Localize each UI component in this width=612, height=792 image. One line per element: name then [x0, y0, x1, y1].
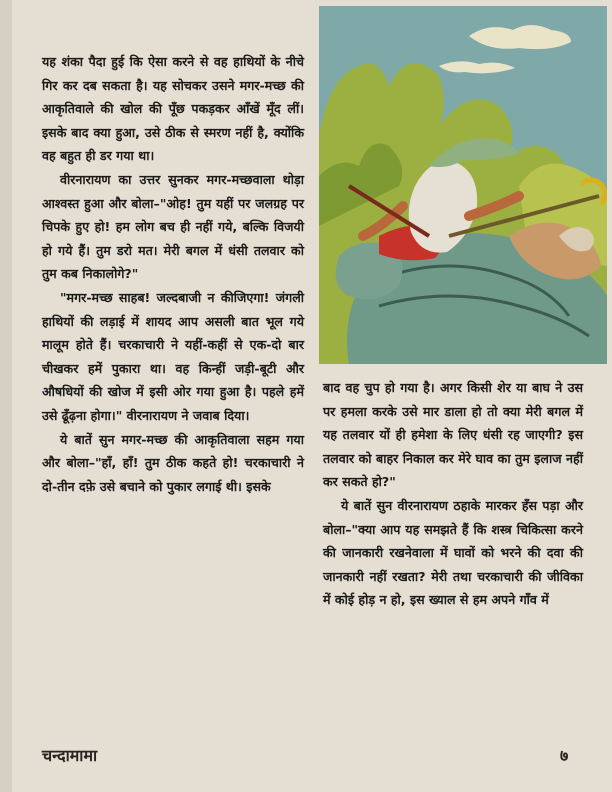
left-text-column — [42, 50, 304, 498]
paragraph: ये बातें सुन वीरनारायण ठहाके मारकर हँस पड़ा और बोला–"क्या आप यह समझते हैं कि शस्त्र चिकित्सा करने की जानकारी रखनेवाला में घावों को भरने की दवा की जानकारी नहीं रखता? मेरी तथा चरकाचारी की जीविका में कोई होड़ न हो, इस ख्याल से हम अपने गाँव में — [323, 497, 583, 608]
paragraph: वीरनारायण का उत्तर सुनकर मगर-मच्छवाला थोड़ा आश्वस्त हुआ और बोला–"ओह! तुम यहीं पर जलग्रह पर चिपके हुए हो! हम लोग बच ही नहीं गये, बल्कि विजयी हो गये हैं। तुम डरो मत। मेरी बगल में धंसी तलवार को तुम कब निकालोगे?" — [42, 171, 304, 282]
paragraph: ये बातें सुन मगर-मच्छ की आकृतिवाला सहम गया और बोला–"हाँ, हाँ! तुम ठीक कहते हो! चरकाचारी ने दो-तीन दफ़े उसे बचाने को पुकार लगाई थी। इसके — [42, 431, 304, 494]
illustration-svg — [319, 6, 607, 364]
paragraph: यह शंका पैदा हुई कि ऐसा करने से वह हाथियों के नीचे गिर कर दब सकता है। यह सोचकर उसने मगर-मच्छ की आकृतिवाले की खोल की पूँछ पकड़कर आँखें मूँद लीं। इसके बाद क्या हुआ, उसे ठीक से स्मरण नहीं है, क्योंकि वह बहुत ही डर गया था। — [42, 54, 304, 164]
paragraph: "मगर-मच्छ साहब! जल्दबाजी न कीजिएगा! जंगली हाथियों की लड़ाई में शायद आप असली बात भूल गये मालूम होते हैं। चरकाचारी ने यहीं-कहीं से एक-दो बार चीखकर हमें पुकारा था। वह किन्हीं जड़ी-बूटी और औषधियों की खोज में इसी ओर गया हुआ है। पहले हमें उसे ढूँढ़ना होगा।" वीरनारायण ने जवाब दिया। — [42, 289, 304, 423]
story-illustration — [319, 6, 607, 364]
magazine-title: चन्दामामा — [42, 746, 98, 765]
page-number: ७ — [560, 746, 569, 765]
paragraph: बाद वह चुप हो गया है। अगर किसी शेर या बाघ ने उस पर हमला करके उसे मार डाला हो तो क्या मेरी बगल में यह तलवार यों ही हमेशा के लिए धंसी रह जाएगी? इस तलवार को बाहर निकाल कर मेरे घाव का तुम इलाज नहीं कर सकते हो?" — [323, 380, 583, 490]
right-text-column — [323, 376, 583, 612]
page-gutter — [0, 0, 12, 792]
